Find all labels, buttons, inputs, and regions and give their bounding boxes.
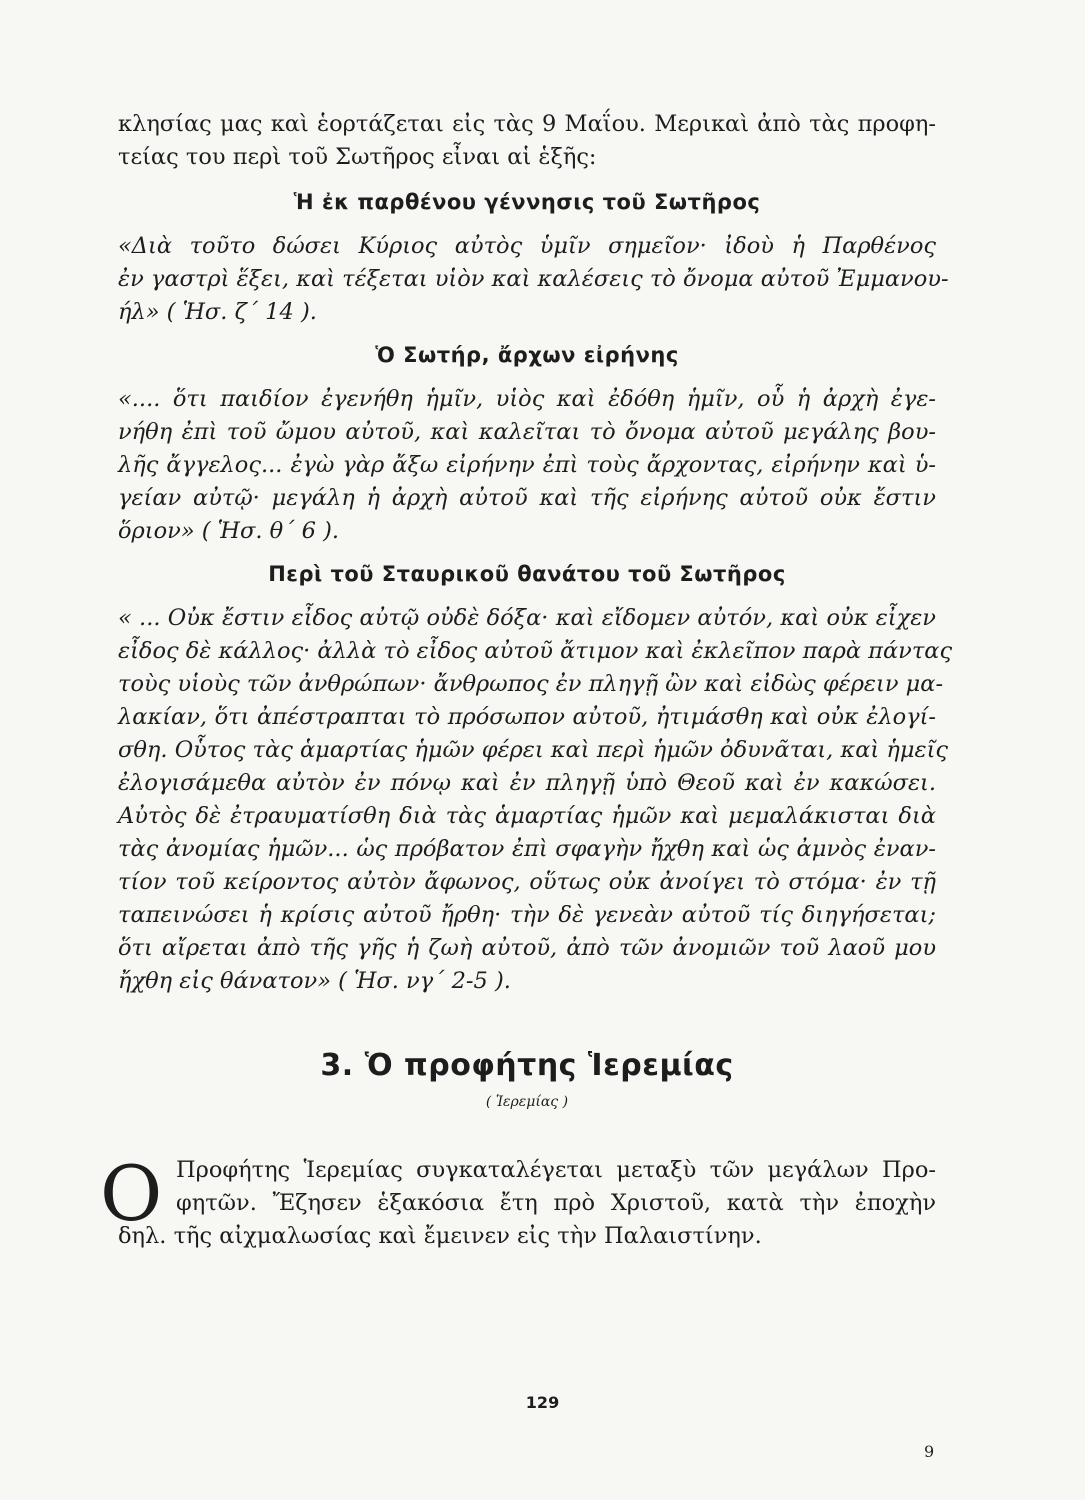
text-line: φητῶν. Ἔζησεν ἑξακόσια ἔτη πρὸ Χριστοῦ, κατὰ τὴν ἐποχὴν bbox=[176, 1190, 936, 1216]
quote-line: σθη. Οὗτος τὰς ἁμαρτίας ἡμῶν φέρει καὶ περὶ ἡμῶν ὀδυνᾶται, καὶ ἡμεῖς bbox=[118, 737, 948, 763]
section-heading: Ἡ ἐκ παρθένου γέννησις τοῦ Σωτῆρος bbox=[293, 190, 761, 214]
chapter-jeremiah bbox=[100, 1046, 936, 1253]
quote-line: λακίαν, ὅτι ἀπέστραπται τὸ πρόσωπον αὐτοῦ, ἠτιμάσθη καὶ οὐκ ἐλογί- bbox=[118, 704, 936, 730]
signature-mark: 9 bbox=[924, 1442, 935, 1461]
quote-line: ήλ» ( Ἡσ. ζ΄ 14 ). bbox=[118, 299, 317, 325]
section-death-on-cross bbox=[118, 558, 953, 998]
page-body bbox=[100, 108, 953, 1253]
chapter-subtitle: ( Ἱερεμίας ) bbox=[485, 1094, 569, 1110]
text-line: τείας του περὶ τοῦ Σωτῆρος εἶναι αἱ ἑξῆς: bbox=[118, 144, 597, 170]
quote-line: γείαν αὐτῷ· μεγάλη ἡ ἀρχὴ αὐτοῦ καὶ τῆς εἰρήνης αὐτοῦ οὐκ ἔστιν bbox=[118, 485, 936, 511]
quote-line: « ... Οὐκ ἔστιν εἶδος αὐτῷ οὐδὲ δόξα· καὶ εἴδομεν αὐτόν, καὶ οὐκ εἶχεν bbox=[118, 605, 936, 631]
quote-line: λῆς ἄγγελος... ἐγὼ γὰρ ἄξω εἰρήνην ἐπὶ τοὺς ἄρχοντας, εἰρήνην καὶ ὑ- bbox=[118, 452, 936, 478]
quote-line: εἶδος δὲ κάλλος· ἀλλὰ τὸ εἶδος αὐτοῦ ἄτιμον καὶ ἐκλεῖπον παρὰ πάντας bbox=[118, 638, 953, 664]
intro-paragraph bbox=[118, 108, 936, 174]
chapter-intro bbox=[100, 1149, 936, 1253]
quote-line: ἐν γαστρὶ ἕξει, καὶ τέξεται υἱὸν καὶ καλέσεις τὸ ὄνομα αὐτοῦ Ἐμμανου- bbox=[118, 266, 949, 292]
chapter-title: 3. Ὁ προφήτης Ἱερεμίας bbox=[320, 1048, 734, 1083]
quote-line: ἤχθη εἰς θάνατον» ( Ἡσ. νγ΄ 2-5 ). bbox=[118, 968, 511, 994]
quote-line: τὰς ἀνομίας ἡμῶν... ὡς πρόβατον ἐπὶ σφαγὴν ἤχθη καὶ ὡς ἀμνὸς ἐναν- bbox=[118, 836, 936, 862]
section-heading: Περὶ τοῦ Σταυρικοῦ θανάτου τοῦ Σωτῆρος bbox=[268, 562, 786, 586]
page-number: 129 bbox=[525, 1393, 560, 1412]
section-prince-of-peace bbox=[118, 339, 936, 548]
text-line: Προφήτης Ἱερεμίας συγκαταλέγεται μεταξὺ τῶν μεγάλων Προ- bbox=[176, 1157, 936, 1183]
text-line: κλησίας μας καὶ ἑορτάζεται εἰς τὰς 9 Μαΐου. Μερικαὶ ἀπὸ τὰς προφη- bbox=[118, 111, 936, 137]
quote-line: ὅτι αἴρεται ἀπὸ τῆς γῆς ἡ ζωὴ αὐτοῦ, ἀπὸ τῶν ἀνομιῶν τοῦ λαοῦ μου bbox=[118, 935, 936, 961]
quote-line: «Διὰ τοῦτο δώσει Κύριος αὐτὸς ὑμῖν σημεῖον· ἰδοὺ ἡ Παρθένος bbox=[118, 233, 936, 259]
quote-line: ὅριον» ( Ἡσ. θ΄ 6 ). bbox=[118, 518, 340, 544]
quote-line: τοὺς υἱοὺς τῶν ἀνθρώπων· ἄνθρωπος ἐν πληγῇ ὢν καὶ εἰδὼς φέρειν μα- bbox=[118, 671, 944, 697]
quote-line: Αὐτὸς δὲ ἐτραυματίσθη διὰ τὰς ἁμαρτίας ἡμῶν καὶ μεμαλάκισται διὰ bbox=[118, 803, 936, 829]
text-line: δηλ. τῆς αἰχμαλωσίας καὶ ἔμεινεν εἰς τὴν Παλαιστίνην. bbox=[118, 1223, 762, 1249]
quote-line: ἐλογισάμεθα αὐτὸν ἐν πόνῳ καὶ ἐν πληγῇ ὑπὸ Θεοῦ καὶ ἐν κακώσει. bbox=[118, 770, 936, 796]
section-virgin-birth bbox=[118, 186, 949, 329]
quote-line: τίον τοῦ κείροντος αὐτὸν ἄφωνος, οὕτως οὐκ ἀνοίγει τὸ στόμα· ἐν τῇ bbox=[118, 869, 936, 895]
quote-line: «.... ὅτι παιδίον ἐγενήθη ἡμῖν, υἱὸς καὶ ἐδόθη ἡμῖν, οὗ ἡ ἀρχὴ ἐγε- bbox=[118, 386, 936, 412]
quote-line: ταπεινώσει ἡ κρίσις αὐτοῦ ἤρθη· τὴν δὲ γενεὰν αὐτοῦ τίς διηγήσεται; bbox=[118, 902, 936, 928]
quote-line: νήθη ἐπὶ τοῦ ὤμου αὐτοῦ, καὶ καλεῖται τὸ ὄνομα αὐτοῦ μεγάλης βου- bbox=[118, 419, 936, 445]
section-heading: Ὁ Σωτήρ, ἄρχων εἰρήνης bbox=[375, 343, 679, 367]
drop-cap: Ο bbox=[100, 1149, 163, 1238]
